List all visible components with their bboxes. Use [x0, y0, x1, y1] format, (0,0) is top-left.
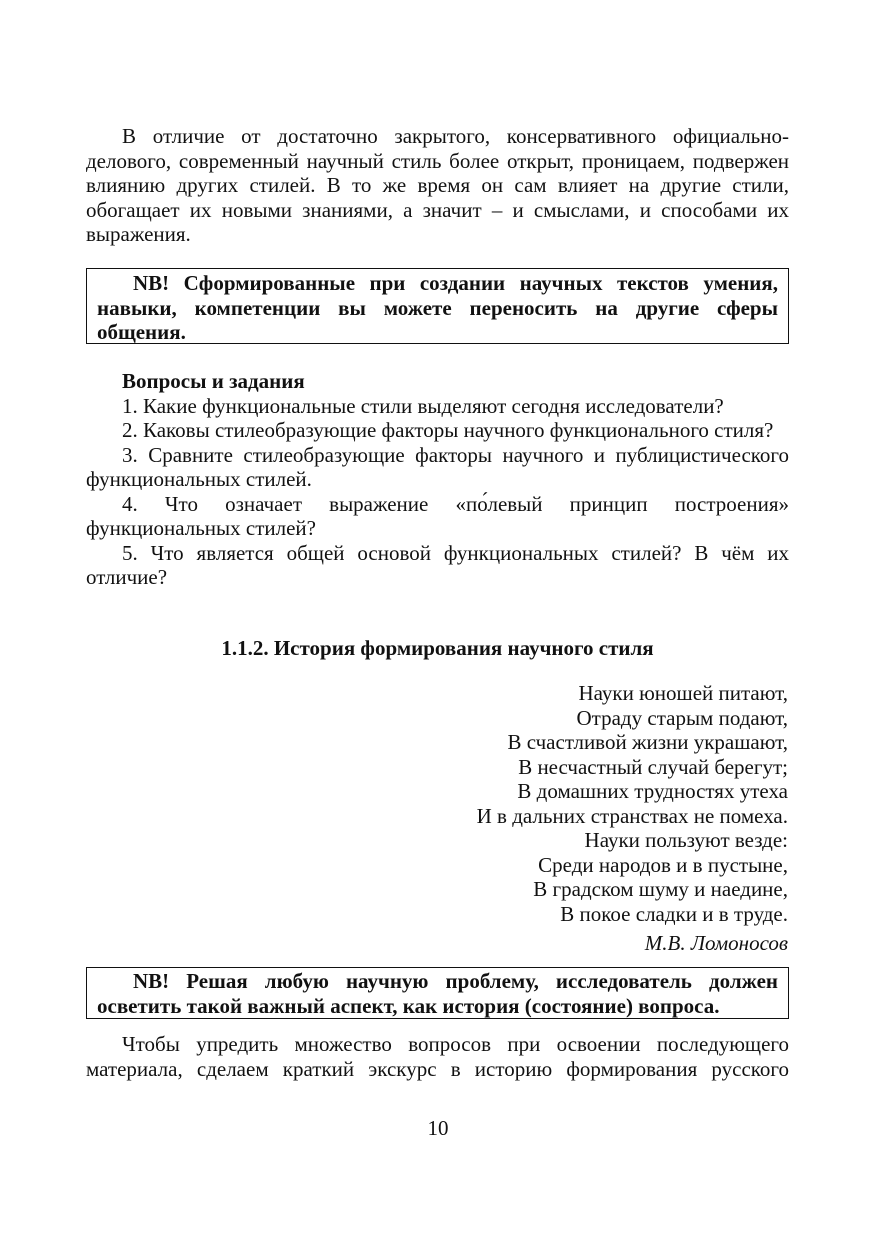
intro-block	[86, 124, 789, 247]
poem-line: В счастливой жизни украшают,	[507, 730, 788, 754]
nb-box-1-text: NB! Сформированные при создании научных текстов умения, навыки, компетенции вы можете переносить на другие сферы общения.	[97, 271, 778, 344]
questions-block	[86, 369, 789, 590]
nb-box-2-text: NB! Решая любую научную проблему, исследователь должен осветить такой важный аспект, как история (состояние) вопроса.	[97, 969, 778, 1018]
poem-line: Науки пользуют везде:	[584, 828, 788, 852]
question-item: 1. Какие функциональные стили выделяют сегодня исследователи?	[122, 393, 724, 418]
poem-line: Среди народов и в пустыне,	[538, 852, 788, 877]
question-item: 3. Сравните стилеобразующие факторы научного и публицистического функциональных стилей.	[86, 442, 789, 491]
epigraph-author: М.В. Ломоносов	[644, 931, 788, 955]
section-title: 1.1.2. История формирования научного стиля	[221, 636, 654, 660]
closing-block	[86, 1032, 789, 1081]
closing-paragraph: Чтобы упредить множество вопросов при освоении последующего материала, сделаем краткий экскурс в историю формирования русского	[86, 1032, 789, 1081]
question-item: 2. Каковы стилеобразующие факторы научного функционального стиля?	[122, 418, 774, 442]
page-number: 10	[427, 1116, 449, 1140]
intro-paragraph: В отличие от достаточно закрытого, консервативного официально-делового, современный научный стиль более открыт, проницаем, подвержен влиянию других стилей. В то же время он сам влияет на другие стили, обогащает их новыми знаниями, а значит – и смыслами, и способами их выражения.	[86, 124, 789, 246]
questions-heading: Вопросы и задания	[122, 369, 305, 393]
poem-line: И в дальних странствах не помеха.	[476, 803, 788, 828]
poem-line: В градском шуму и наедине,	[533, 877, 788, 901]
poem-line: В несчастный случай берегут;	[518, 754, 788, 779]
question-item: 5. Что является общей основой функциональных стилей? В чём их отличие?	[86, 540, 789, 589]
nb-box-1	[86, 268, 789, 344]
question-item: 4. Что означает выражение «по́левый принцип построения» функциональных стилей?	[86, 491, 789, 540]
epigraph-poem	[477, 681, 788, 926]
nb-box-2	[86, 967, 789, 1019]
poem-line: Науки юношей питают,	[578, 681, 788, 705]
poem-line: Отраду старым подают,	[576, 705, 788, 730]
poem-line: В покое сладки и в труде.	[560, 901, 788, 926]
poem-line: В домашних трудностях утеха	[517, 779, 788, 803]
